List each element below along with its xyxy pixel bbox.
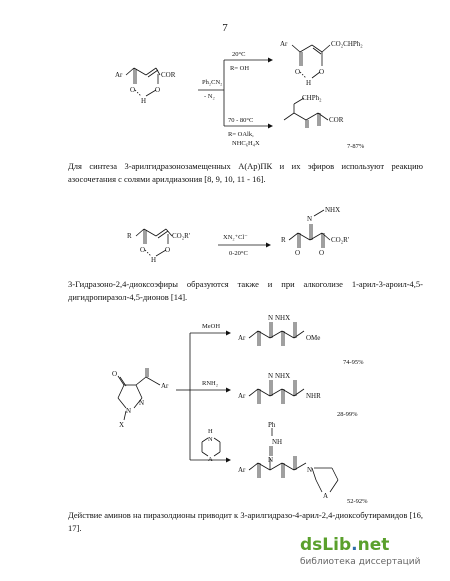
scheme2-reactant-ester: CO₂R' xyxy=(172,232,191,240)
scheme3-branch1-reagent: MeOH xyxy=(202,323,221,330)
scheme3-branch2-nhx: NHX xyxy=(275,372,291,380)
site-watermark xyxy=(300,535,440,573)
scheme3-branch2-ar: Ar xyxy=(238,392,246,400)
scheme1-lower-cor: COR xyxy=(329,116,344,124)
scheme3-branch3-yield: 52-92% xyxy=(347,498,368,505)
scheme3-branch2-yield: 28-99% xyxy=(337,411,358,418)
scheme1-upper-cond2: R= OH xyxy=(230,65,250,72)
scheme1-reagent-bottom: - N₂ xyxy=(204,93,215,100)
scheme3-branch3-amine-a: A xyxy=(208,456,213,463)
scheme1-reactant-o1: O xyxy=(130,86,136,94)
scheme1-reactant-o2: O xyxy=(155,86,161,94)
scheme3-branch2-product xyxy=(249,380,304,404)
paragraph-3: Действие аминов на пиразолдионы приводит к 3-арилгидразо-4-арил-2,4-диоксобутирамидов [16, 17]. xyxy=(68,510,423,533)
scheme3-reactant-o: O xyxy=(112,370,118,378)
scheme3-branch3-nh: NH xyxy=(272,438,283,446)
scheme3-branch2-nhr: NHR xyxy=(306,392,321,400)
scheme3-reactant-ar: Ar xyxy=(161,382,169,390)
scheme3-reactant-x: X xyxy=(119,421,125,429)
scheme3-branch2-reagent: RNH₂ xyxy=(202,380,218,387)
scheme2-product-n: N xyxy=(307,215,313,223)
scheme3-branch1-n: N xyxy=(268,314,274,322)
scheme3-branch1-ome: OMe xyxy=(306,334,321,342)
scheme3-branch3-amide-n: N xyxy=(307,466,313,474)
scheme3-branch3-ar: Ar xyxy=(238,466,246,474)
scheme3-branch3-amine-n: N xyxy=(208,436,213,443)
scheme1-upper-o2: O xyxy=(319,68,325,76)
scheme3-branch1-product xyxy=(249,322,304,346)
scheme2-product-r: R xyxy=(281,236,286,244)
watermark-logo-dot: . xyxy=(351,535,358,555)
watermark-logo-main: dsLib xyxy=(300,535,352,555)
scheme1-upper-o1: O xyxy=(295,68,301,76)
scheme1-upper-ester: CO₂CHPh₂ xyxy=(331,40,363,48)
watermark-logo-tld: net xyxy=(357,535,390,555)
page-number: 7 xyxy=(222,22,228,34)
scheme3-reactant-n1: N xyxy=(126,407,132,415)
watermark-logo xyxy=(300,535,389,555)
scheme3-branch3-amine-h: H xyxy=(208,428,213,435)
paragraph-1: Для синтеза 3-арилгидразонозамещенных А(Ар)ПК и их эфиров используют реакцию азосочетания с солями арилдиазония [8, 9, 10, 11 - 16]. xyxy=(68,161,423,184)
scheme2-product-o2: O xyxy=(319,249,325,257)
scheme2-product-ester: CO₂R' xyxy=(331,236,350,244)
scheme3-branch1-yield: 74-95% xyxy=(343,359,364,366)
scheme3-branch3-product xyxy=(249,428,338,492)
scheme1-upper-h: H xyxy=(306,79,312,87)
scheme1-reactant-ar: Ar xyxy=(115,71,123,79)
scheme2-reagent-bottom: 0-20°C xyxy=(229,250,248,257)
scheme3-branch1-nhx: NHX xyxy=(275,314,291,322)
scheme1-reagent-top: Ph₂CN₂ xyxy=(202,79,223,86)
paragraph-2: 3-Гидразоно-2,4-диоксоэфиры образуются также и при алкоголизе 1-арил-3-ароил-4,5-дигидропиразол-4,5-дионов [14]. xyxy=(68,279,423,302)
scheme3-branch2-n: N xyxy=(268,372,274,380)
scheme2-reactant-o1: O xyxy=(140,246,146,254)
scheme1-reactant-cor: COR xyxy=(161,71,176,79)
scheme1-reactant-h: H xyxy=(141,97,147,105)
scheme2-product-nhx: NHX xyxy=(325,206,341,214)
scheme1-lower-cond2: R= OAlk, xyxy=(228,131,254,138)
scheme2-reagent-top: XN₂⁺Cl⁻ xyxy=(223,234,248,241)
scheme3-branch3-amide-a: A xyxy=(323,492,329,500)
scheme2-product-o1: O xyxy=(295,249,301,257)
scheme1-lower-cond1: 70 - 80°C xyxy=(228,117,254,124)
scheme1-lower-yield: 7-87% xyxy=(347,143,365,150)
scheme3-reactant xyxy=(118,368,160,420)
scheme1-upper-cond1: 20°C xyxy=(232,51,246,58)
scheme3-branch3-ph: Ph xyxy=(268,421,276,429)
scheme3-branch1-ar: Ar xyxy=(238,334,246,342)
scheme1-lower-chph2: CHPh₂ xyxy=(302,94,322,102)
scheme2-reactant-r: R xyxy=(127,232,132,240)
scheme2-reactant-h: H xyxy=(151,256,157,264)
scheme1-lower-cond3: NHC₆H₄X xyxy=(232,140,260,147)
watermark-subtitle: библиотека диссертаций xyxy=(300,557,421,567)
scheme1-upper-ar: Ar xyxy=(280,40,288,48)
scheme3-reactant-n2: N xyxy=(139,399,145,407)
scheme3-branch3-n: N xyxy=(268,456,274,464)
scheme2-reactant-o2: O xyxy=(165,246,171,254)
